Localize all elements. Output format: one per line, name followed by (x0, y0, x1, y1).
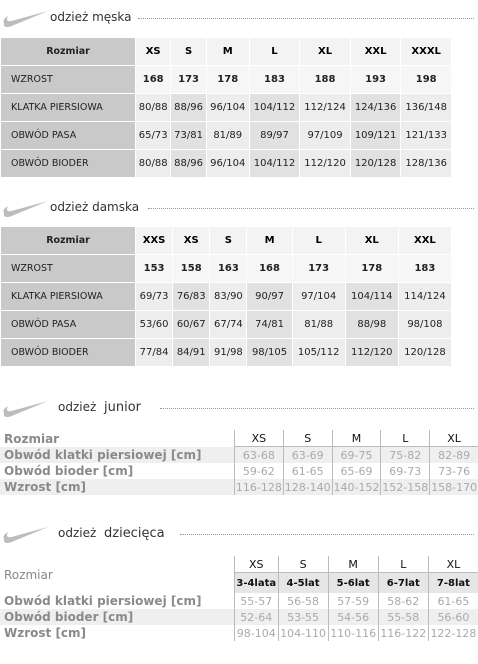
section-title: odzież (58, 526, 97, 540)
table-cell: 59-62 (234, 463, 283, 479)
age-header: 7-8lat (428, 573, 478, 593)
row-label: WZROST (1, 66, 135, 93)
size-header: M (247, 227, 291, 254)
table-cell: 53/60 (136, 311, 172, 338)
table-cell: 77/84 (136, 339, 172, 366)
table-cell: 55-57 (234, 593, 278, 609)
table-cell: 183 (399, 255, 451, 282)
section-subtitle: dziecięca (104, 526, 165, 541)
table-row (1, 255, 451, 282)
table-cell: 88/98 (346, 311, 398, 338)
table-row (1, 66, 451, 93)
table-header-row (1, 38, 451, 65)
table-cell: 110-116 (328, 625, 378, 641)
table-cell: 122-128 (428, 625, 478, 641)
table-cell: 112/124 (300, 94, 350, 121)
table-cell: 153 (136, 255, 172, 282)
size-header: M (207, 38, 249, 65)
size-header: XS (234, 556, 278, 573)
table-row (1, 94, 451, 121)
table-cell: 120/128 (351, 150, 401, 177)
table-cell: 104/112 (250, 94, 300, 121)
table-cell: 121/133 (401, 122, 451, 149)
table-cell: 73-76 (429, 463, 478, 479)
table-cell: 80/88 (136, 94, 170, 121)
size-header: XL (346, 227, 398, 254)
table-row (1, 311, 451, 338)
table-cell: 67/74 (210, 311, 246, 338)
size-header: L (250, 38, 300, 65)
table-cell: 88/96 (171, 150, 205, 177)
table-row (1, 150, 451, 177)
table-cell: 89/97 (250, 122, 300, 149)
nike-swoosh-icon (2, 196, 50, 218)
size-table-mens (0, 37, 452, 178)
age-header: 5-6lat (328, 573, 378, 593)
header-label: Rozmiar (4, 567, 53, 582)
table-cell: 168 (247, 255, 291, 282)
row-label: Wzrost [cm] (4, 626, 87, 640)
row-label: KLATKA PIERSIOWA (1, 94, 135, 121)
size-table-kids (0, 556, 478, 641)
section-header-kids (0, 520, 478, 548)
section-subtitle: junior (104, 400, 142, 415)
header-label: Rozmiar (1, 227, 135, 254)
header-label: Rozmiar (1, 38, 135, 65)
divider (138, 18, 474, 19)
table-row (1, 283, 451, 310)
row-label: WZROST (1, 255, 135, 282)
row-label: Obwód bioder [cm] (0, 609, 234, 625)
row-label: OBWÓD BIODER (1, 339, 135, 366)
size-header: XXS (136, 227, 172, 254)
table-row (1, 339, 451, 366)
table-cell: 58-62 (378, 593, 428, 609)
table-cell: 112/120 (300, 150, 350, 177)
size-header: XXXL (401, 38, 451, 65)
size-header: M (332, 430, 381, 447)
table-cell: 173 (171, 66, 205, 93)
size-header: XS (136, 38, 170, 65)
divider (160, 408, 474, 409)
table-cell: 173 (293, 255, 345, 282)
table-cell: 97/109 (300, 122, 350, 149)
table-cell: 90/97 (247, 283, 291, 310)
row-label: Obwód klatki piersiowej [cm] (4, 594, 202, 608)
table-header-row (0, 556, 478, 573)
table-cell: 97/104 (293, 283, 345, 310)
table-cell: 82-89 (429, 447, 478, 463)
table-cell: 69-75 (332, 447, 381, 463)
row-label: OBWÓD BIODER (1, 150, 135, 177)
table-row (0, 609, 478, 625)
table-cell: 120/128 (399, 339, 451, 366)
size-header: XL (429, 430, 478, 447)
table-cell: 152-158 (382, 480, 429, 494)
table-cell: 128/136 (401, 150, 451, 177)
table-cell: 53-55 (278, 609, 328, 625)
table-cell: 124/136 (351, 94, 401, 121)
table-cell: 188 (300, 66, 350, 93)
row-label: Wzrost [cm] (0, 479, 234, 495)
section-title: odzież męska (50, 10, 132, 24)
table-cell: 55-58 (378, 609, 428, 625)
size-header: XXL (399, 227, 451, 254)
size-header: XS (234, 430, 283, 447)
table-cell: 168 (136, 66, 170, 93)
age-header: 4-5lat (278, 573, 328, 593)
table-cell: 81/89 (207, 122, 249, 149)
section-header-womens (0, 194, 478, 222)
table-cell: 114/124 (399, 283, 451, 310)
table-cell: 109/121 (351, 122, 401, 149)
size-header: XS (173, 227, 209, 254)
row-label: Obwód bioder [cm] (4, 464, 134, 478)
table-cell: 140-152 (333, 480, 380, 494)
table-row (1, 122, 451, 149)
size-header: S (283, 430, 332, 447)
row-label: KLATKA PIERSIOWA (1, 283, 135, 310)
table-cell: 136/148 (401, 94, 451, 121)
table-row (0, 463, 478, 479)
size-header: XL (300, 38, 350, 65)
table-cell: 76/83 (173, 283, 209, 310)
table-cell: 61-65 (283, 463, 332, 479)
size-header: S (171, 38, 205, 65)
table-row (0, 479, 478, 495)
section-header-junior (0, 394, 478, 422)
size-header: XL (428, 556, 478, 573)
table-cell: 104-110 (278, 625, 328, 641)
table-cell: 163 (210, 255, 246, 282)
section-title: odzież damska (50, 200, 140, 214)
table-cell: 91/98 (210, 339, 246, 366)
table-cell: 193 (351, 66, 401, 93)
table-cell: 63-68 (234, 447, 283, 463)
row-label: OBWÓD PASA (1, 311, 135, 338)
table-cell: 96/104 (207, 94, 249, 121)
table-cell: 98/105 (247, 339, 291, 366)
table-cell: 105/112 (293, 339, 345, 366)
divider (148, 208, 474, 209)
table-header-row (1, 227, 451, 254)
table-cell: 80/88 (136, 150, 170, 177)
table-cell: 98/108 (399, 311, 451, 338)
size-table-womens (0, 226, 452, 367)
table-cell: 84/91 (173, 339, 209, 366)
size-table-junior (0, 430, 478, 495)
table-cell: 63-69 (283, 447, 332, 463)
table-row (0, 593, 478, 609)
table-cell: 116-122 (378, 625, 428, 641)
table-cell: 52-64 (234, 609, 278, 625)
table-cell: 116-128 (235, 480, 282, 494)
table-cell: 74/81 (247, 311, 291, 338)
table-cell: 104/112 (250, 150, 300, 177)
size-header: L (380, 430, 429, 447)
table-cell: 69-73 (380, 463, 429, 479)
table-cell: 128-140 (284, 480, 331, 494)
table-cell: 69/73 (136, 283, 172, 310)
table-cell: 57-59 (328, 593, 378, 609)
table-cell: 198 (401, 66, 451, 93)
table-cell: 60/67 (173, 311, 209, 338)
table-cell: 104/114 (346, 283, 398, 310)
table-row (0, 625, 478, 641)
table-cell: 61-65 (428, 593, 478, 609)
table-cell: 96/104 (207, 150, 249, 177)
size-header: S (278, 556, 328, 573)
table-cell: 56-58 (278, 593, 328, 609)
header-label: Rozmiar (4, 431, 60, 446)
size-header: L (378, 556, 428, 573)
row-label: Obwód klatki piersiowej [cm] (0, 447, 234, 463)
age-header: 3-4lata (234, 573, 278, 593)
size-header: S (210, 227, 246, 254)
nike-swoosh-icon (2, 6, 50, 28)
table-cell: 54-56 (328, 609, 378, 625)
table-cell: 88/96 (171, 94, 205, 121)
age-header: 6-7lat (378, 573, 428, 593)
table-cell: 183 (250, 66, 300, 93)
table-cell: 158 (173, 255, 209, 282)
size-header: L (293, 227, 345, 254)
nike-swoosh-icon (2, 522, 50, 544)
table-cell: 178 (346, 255, 398, 282)
table-cell: 83/90 (210, 283, 246, 310)
table-row (0, 447, 478, 463)
divider (180, 534, 474, 535)
table-cell: 158-170 (431, 480, 478, 494)
table-cell: 73/81 (171, 122, 205, 149)
nike-swoosh-icon (2, 396, 50, 418)
table-cell: 65/73 (136, 122, 170, 149)
table-cell: 65-69 (332, 463, 381, 479)
row-label: OBWÓD PASA (1, 122, 135, 149)
table-cell: 75-82 (380, 447, 429, 463)
section-title: odzież (58, 400, 97, 414)
table-header-row (0, 430, 478, 447)
table-cell: 56-60 (428, 609, 478, 625)
table-cell: 98-104 (234, 625, 278, 641)
table-cell: 81/88 (293, 311, 345, 338)
table-cell: 178 (207, 66, 249, 93)
table-cell: 112/120 (346, 339, 398, 366)
size-header: XXL (351, 38, 401, 65)
size-header: M (328, 556, 378, 573)
section-header-mens (0, 4, 478, 32)
